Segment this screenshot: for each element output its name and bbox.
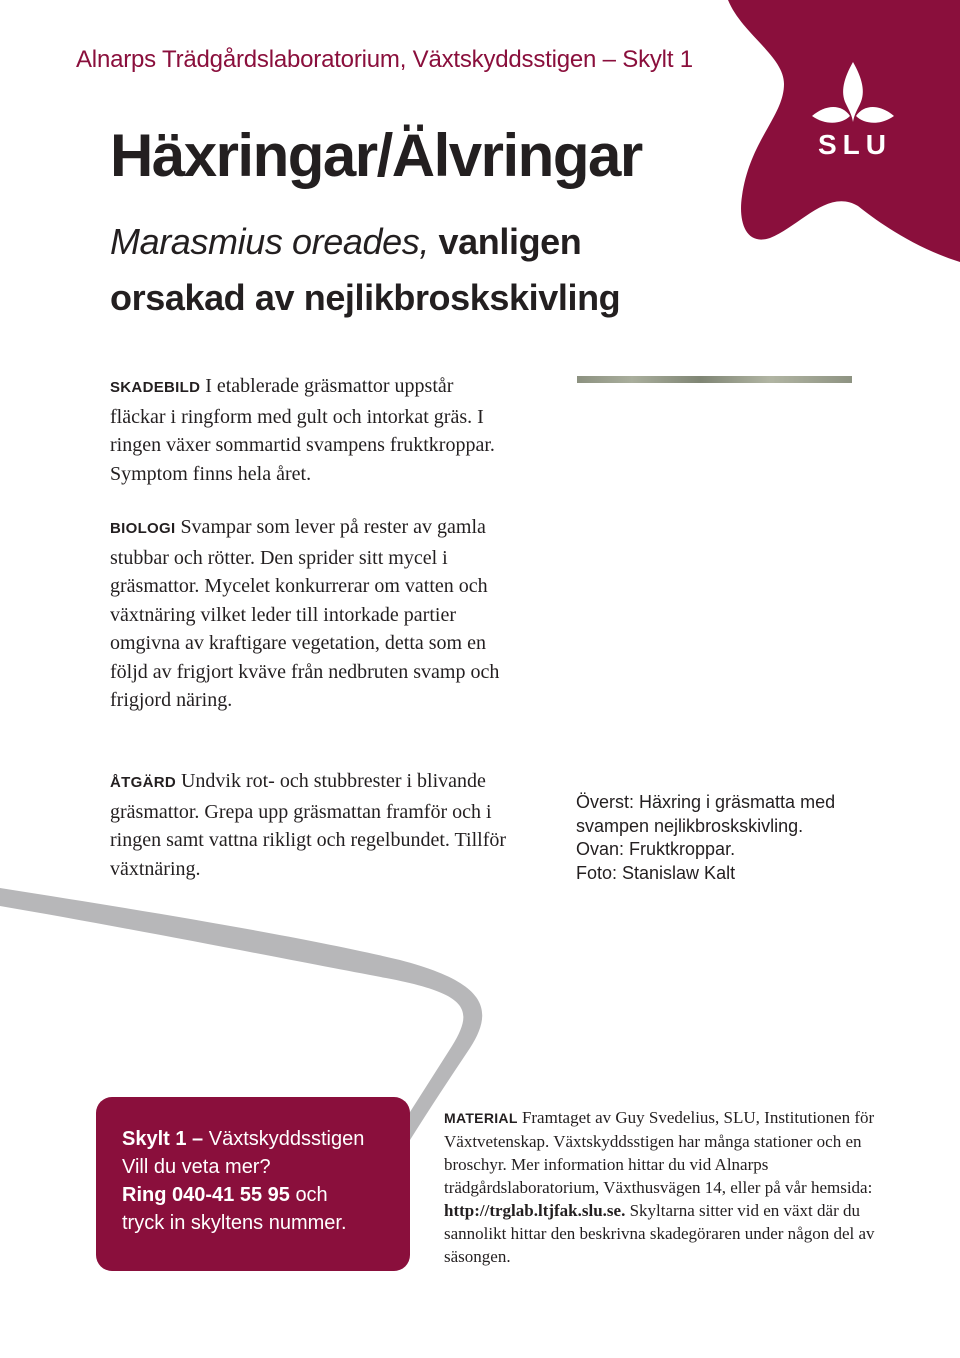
section-skadebild — [110, 372, 510, 488]
subtitle-rest-2: orsakad av nejlikbroskskivling — [110, 277, 621, 318]
section-biologi — [110, 513, 510, 715]
section-label-biologi: BIOLOGI — [110, 520, 176, 537]
photo-strip — [577, 376, 852, 383]
subtitle-latin-name: Marasmius oreades, — [110, 221, 429, 262]
slu-logo-text: SLU — [818, 129, 892, 160]
infobox-phone-rest: och — [295, 1184, 328, 1206]
header-line: Alnarps Trädgårdslaboratorium, Växtskyddsstigen – Skylt 1 — [76, 46, 693, 73]
material-url-link[interactable]: http://trglab.ltjfak.slu.se. — [444, 1201, 626, 1220]
infobox-title-bold: Skylt 1 – — [122, 1128, 204, 1150]
info-box — [96, 1097, 410, 1271]
infobox-title-rest: Växtskyddsstigen — [208, 1128, 365, 1150]
material-label: MATERIAL — [444, 1110, 518, 1126]
infobox-line-4: tryck in skyltens nummer. — [122, 1212, 347, 1234]
infobox-phone: Ring 040-41 55 95 — [122, 1184, 290, 1206]
page-title: Häxringar/Älvringar — [110, 122, 642, 189]
subtitle-rest-1: vanligen — [438, 221, 582, 262]
material-section — [444, 1106, 894, 1268]
photo-caption — [576, 791, 876, 885]
material-text-1: Framtaget av Guy Svedelius, SLU, Institutionen för Växtvetenskap. Växtskyddsstigen har många stationer och en broschyr. Mer information hittar du vid Alnarps trädgårdslaboratorium, Växthusvägen 14, eller på vår hemsida: — [444, 1108, 875, 1197]
page-subtitle — [110, 214, 750, 326]
caption-line-3: Foto: Stanislaw Kalt — [576, 862, 736, 883]
section-label-skadebild: SKADEBILD — [110, 379, 201, 396]
caption-line-2: Ovan: Fruktkroppar. — [576, 839, 736, 859]
section-label-atgard: ÅTGÄRD — [110, 774, 176, 791]
infobox-line-2: Vill du veta mer? — [122, 1156, 271, 1178]
section-text-skadebild: I etablerade gräsmattor uppstår fläckar i ringform med gult och intorkat gräs. I ringen växer sommartid svampens fruktkroppar. Symptom finns hela året. — [110, 375, 495, 485]
material-text-2: Skyltarna sitter vid en växt där du sannolikt hittar den beskrivna skadegöraren under någon del av säsongen. — [444, 1201, 875, 1266]
section-text-atgard: Undvik rot- och stubbrester i blivande gräsmattor. Grepa upp gräsmattan framför och i ringen samt vattna rikligt och regelbundet. Tillför växtnäring. — [110, 770, 507, 880]
section-text-biologi: Svampar som lever på rester av gamla stubbar och rötter. Den sprider sitt mycel i gräsmattor. Mycelet konkurrerar om vatten och växtnäring vilket leder till intorkade partier omgivna av kraftigare vegetation, detta som en följd av frigjort kväve från nedbruten svamp och frigjord näring. — [110, 516, 500, 711]
section-atgard — [110, 767, 510, 883]
caption-line-1: Överst: Häxring i gräsmatta med svampen nejlikbroskskivling. — [576, 792, 836, 836]
